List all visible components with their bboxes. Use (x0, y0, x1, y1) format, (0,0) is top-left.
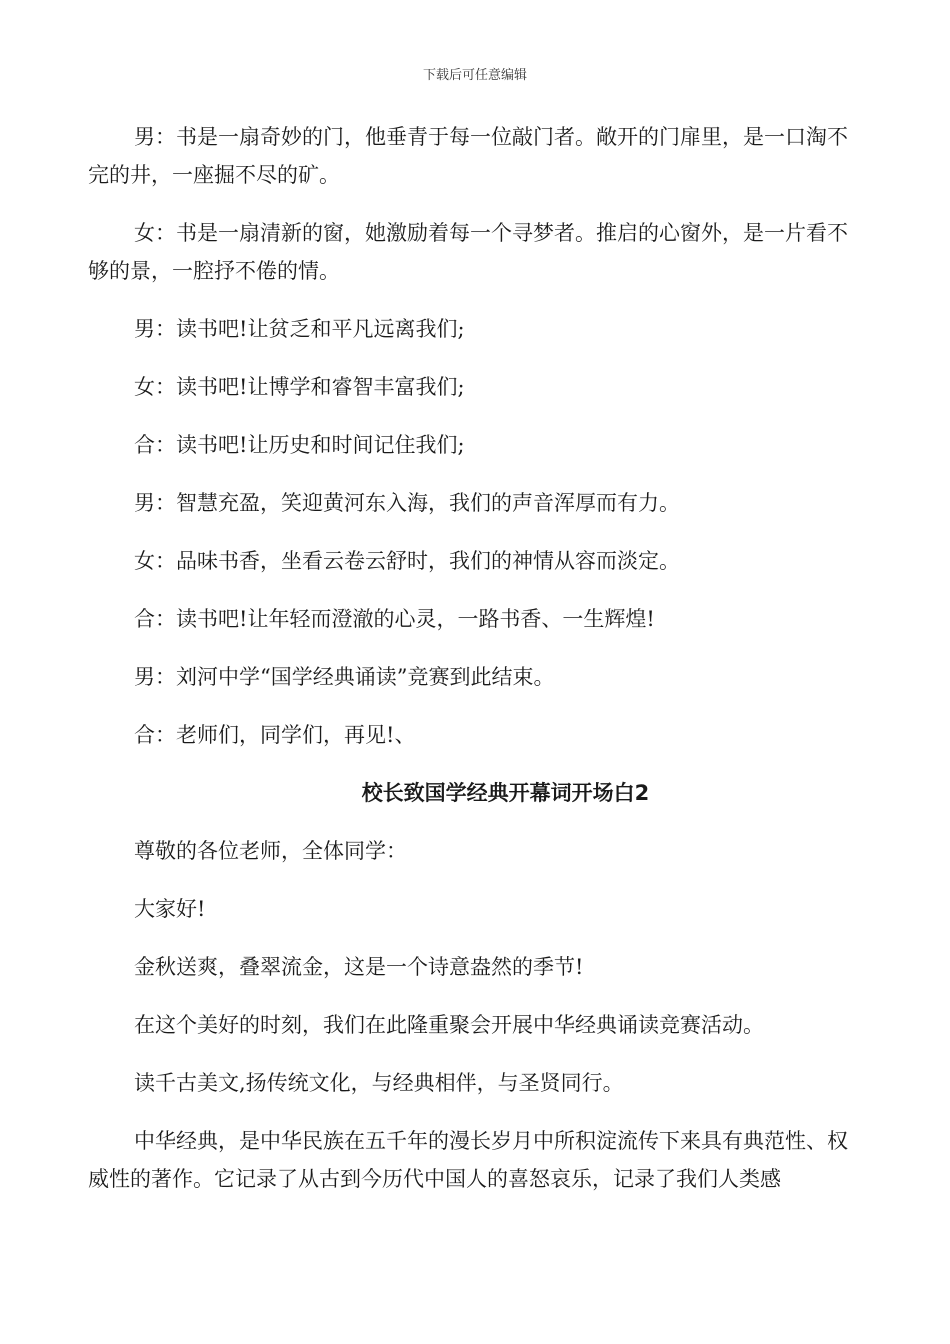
paragraph: 金秋送爽，叠翠流金，这是一个诗意盎然的季节! (134, 955, 584, 979)
paragraph: 男：刘河中学“国学经典诵读”竞赛到此结束。 (134, 665, 555, 689)
paragraph: 女：读书吧!让博学和睿智丰富我们; (134, 375, 465, 399)
paragraph: 合：读书吧!让历史和时间记住我们; (134, 433, 465, 457)
page-header: 下载后可任意编辑 (422, 68, 527, 83)
paragraph: 男：读书吧!让贫乏和平凡远离我们; (134, 317, 465, 341)
paragraph: 中华经典，是中华民族在五千年的漫长岁月中所积淀流传下来具有典范性、权威性的著作。它记录了从古到今历代中国人的喜怒哀乐，记录了我们人类感 (88, 1129, 848, 1191)
paragraph: 合：读书吧!让年轻而澄澈的心灵，一路书香、一生辉煌! (134, 607, 655, 631)
paragraph: 男：智慧充盈，笑迎黄河东入海，我们的声音浑厚而有力。 (134, 491, 680, 515)
paragraph: 男：书是一扇奇妙的门，他垂青于每一位敲门者。敞开的门扉里，是一口淘不完的井，一座掘不尽的矿。 (88, 125, 848, 187)
paragraph: 大家好! (134, 897, 206, 921)
paragraph: 合：老师们，同学们，再见!、 (134, 723, 416, 747)
paragraph: 在这个美好的时刻，我们在此隆重聚会开展中华经典诵读竞赛活动。 (134, 1013, 764, 1037)
paragraph: 女：书是一扇清新的窗，她激励着每一个寻梦者。推启的心窗外，是一片看不够的景，一腔抒不倦的情。 (88, 221, 848, 283)
document-body (88, 118, 863, 1198)
paragraph: 尊敬的各位老师，全体同学： (134, 839, 407, 863)
paragraph: 读千古美文,扬传统文化，与经典相伴，与圣贤同行。 (134, 1071, 624, 1095)
paragraph: 女：品味书香，坐看云卷云舒时，我们的神情从容而淡定。 (134, 549, 680, 573)
section-title: 校长致国学经典开幕词开场白2 (361, 781, 650, 805)
